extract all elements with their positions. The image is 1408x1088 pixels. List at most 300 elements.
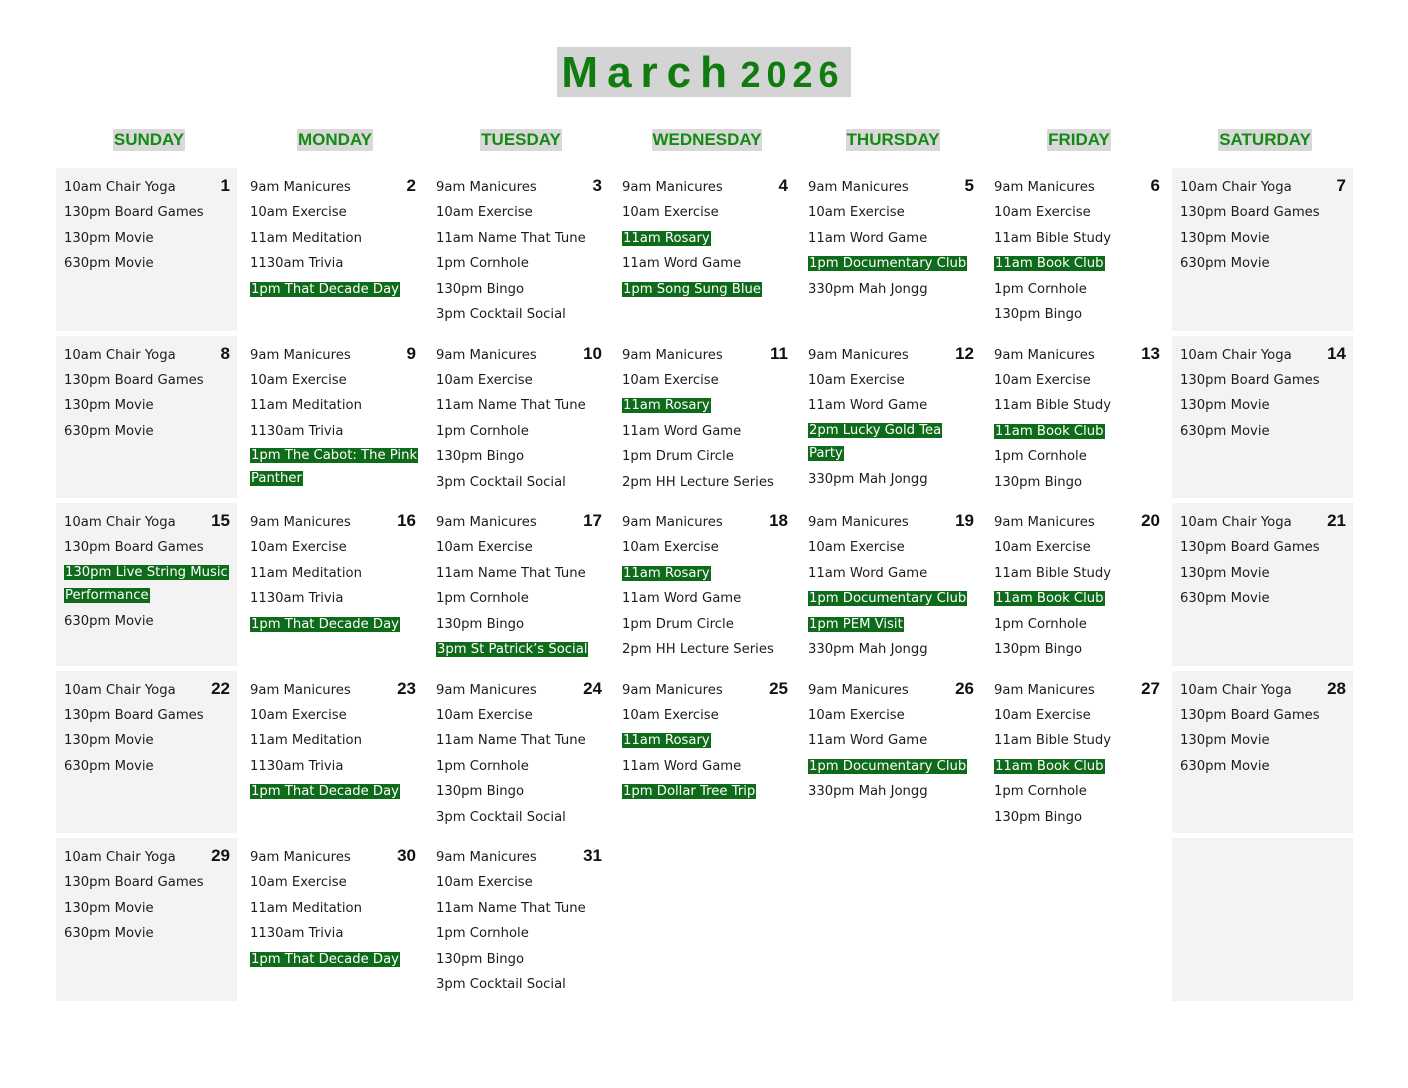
event-label: 630pm Movie — [64, 926, 154, 942]
event-item — [250, 175, 422, 200]
event-label: 11am Word Game — [808, 733, 928, 749]
event-label: 10am Exercise — [808, 707, 905, 723]
event-item — [622, 779, 794, 804]
day-cell — [428, 336, 614, 504]
event-label: 330pm Mah Jongg — [808, 642, 928, 658]
day-cell — [800, 671, 986, 839]
event-label: 130pm Movie — [1180, 565, 1270, 581]
event-label: 10am Chair Yoga — [64, 347, 176, 363]
event-item — [808, 368, 980, 393]
event-item — [994, 728, 1166, 753]
event-item — [808, 535, 980, 560]
event-item — [994, 612, 1166, 637]
highlighted-event-label: 3pm St Patrick’s Social — [437, 642, 588, 658]
event-label: 9am Manicures — [436, 682, 537, 698]
event-item — [994, 277, 1166, 302]
event-label: 10am Chair Yoga — [64, 682, 176, 698]
event-label: 2pm HH Lecture Series — [622, 642, 774, 658]
event-item — [622, 470, 794, 495]
day-number: 9 — [406, 343, 416, 363]
event-label: 10am Exercise — [436, 372, 533, 388]
event-label: 9am Manicures — [808, 515, 909, 530]
event-label: 130pm Board Games — [64, 372, 204, 388]
event-item — [436, 972, 608, 997]
title-container — [0, 47, 1408, 97]
weekday-label: SUNDAY — [113, 130, 185, 149]
event-label: 10am Chair Yoga — [1180, 515, 1292, 530]
event-item — [436, 251, 608, 276]
event-item — [808, 419, 980, 467]
event-item — [994, 779, 1166, 804]
event-label: 130pm Movie — [64, 398, 154, 414]
event-item — [994, 302, 1166, 327]
event-label: 130pm Movie — [1180, 398, 1270, 414]
event-label: 130pm Board Games — [1180, 540, 1320, 556]
event-label: 10am Exercise — [808, 540, 905, 556]
event-item — [250, 921, 422, 946]
event-item — [622, 368, 794, 393]
day-cell — [614, 503, 800, 671]
event-label: 130pm Movie — [1180, 230, 1270, 246]
event-label: 1130am Trivia — [250, 926, 344, 942]
event-item — [64, 368, 231, 393]
weekday-label: FRIDAY — [1048, 130, 1110, 149]
event-label: 130pm Board Games — [64, 540, 204, 556]
event-label: 130pm Movie — [64, 230, 154, 246]
event-item — [622, 754, 794, 779]
event-item — [250, 535, 422, 560]
event-item — [436, 728, 608, 753]
highlighted-event-label: 11am Book Club — [995, 758, 1104, 774]
event-label: 10am Exercise — [994, 372, 1091, 388]
highlighted-event-label: 1pm Dollar Tree Trip — [623, 784, 756, 800]
event-label: 130pm Bingo — [436, 784, 525, 800]
weekday-header-tuesday — [428, 129, 614, 151]
event-item — [64, 393, 231, 418]
day-number: 7 — [1336, 176, 1346, 195]
event-label: 10am Exercise — [250, 707, 347, 723]
title-month: March — [561, 48, 737, 97]
event-label: 1pm Cornhole — [436, 423, 529, 439]
event-item — [436, 779, 608, 804]
event-item — [622, 175, 794, 200]
event-label: 630pm Movie — [64, 256, 154, 272]
highlighted-event-label: 11am Book Club — [995, 423, 1104, 439]
event-label: 10am Exercise — [994, 707, 1091, 723]
event-label: 10am Exercise — [622, 707, 719, 723]
event-item — [1180, 226, 1347, 251]
event-item — [64, 754, 231, 779]
event-item — [808, 277, 980, 302]
event-label: 11am Word Game — [622, 423, 742, 439]
event-label: 10am Exercise — [436, 707, 533, 723]
event-label: 11am Word Game — [622, 591, 742, 607]
highlighted-event-label: 11am Book Club — [995, 591, 1104, 607]
event-label: 11am Meditation — [250, 565, 362, 581]
event-label: 1130am Trivia — [250, 591, 344, 607]
event-item — [64, 419, 231, 444]
event-label: 1pm Cornhole — [436, 591, 529, 607]
event-label: 130pm Board Games — [64, 205, 204, 221]
event-label: 10am Exercise — [250, 540, 347, 556]
event-label: 630pm Movie — [64, 613, 154, 629]
day-cell — [1172, 503, 1353, 666]
event-label: 1130am Trivia — [250, 256, 344, 272]
day-cell — [428, 671, 614, 839]
day-number: 27 — [1141, 678, 1160, 698]
event-label: 9am Manicures — [622, 180, 723, 195]
weekday-header-friday — [986, 129, 1172, 151]
event-label: 2pm HH Lecture Series — [622, 474, 774, 490]
event-item — [64, 870, 231, 895]
event-item — [436, 470, 608, 495]
event-label: 9am Manicures — [250, 515, 351, 530]
empty-day-cell — [800, 838, 986, 1006]
day-cell — [428, 838, 614, 1006]
day-cell — [428, 168, 614, 336]
day-number: 11 — [770, 343, 788, 363]
day-cell — [242, 168, 428, 336]
event-item — [64, 343, 231, 368]
event-item — [436, 175, 608, 200]
event-label: 630pm Movie — [64, 758, 154, 774]
event-item — [1180, 703, 1347, 728]
day-number: 26 — [955, 678, 974, 698]
event-item — [994, 470, 1166, 495]
highlighted-event-label: 1pm The Cabot: The Pink Panther — [251, 448, 418, 487]
event-item — [808, 612, 980, 637]
empty-day-cell — [614, 838, 800, 1006]
highlighted-event-label: 1pm That Decade Day — [251, 784, 399, 800]
event-item — [436, 419, 608, 444]
event-label: 1130am Trivia — [250, 758, 344, 774]
highlighted-event-label: 11am Rosary — [623, 733, 710, 749]
highlighted-event-label: 11am Rosary — [623, 398, 710, 414]
event-item — [622, 251, 794, 276]
event-item — [64, 175, 231, 200]
event-label: 130pm Bingo — [994, 809, 1083, 825]
event-item — [436, 805, 608, 830]
event-item — [622, 561, 794, 586]
event-label: 130pm Movie — [1180, 733, 1270, 749]
event-item — [436, 921, 608, 946]
event-label: 130pm Board Games — [1180, 205, 1320, 221]
event-item — [808, 703, 980, 728]
day-cell — [986, 168, 1172, 336]
weekday-header-thursday — [800, 129, 986, 151]
event-item — [622, 444, 794, 469]
event-label: 9am Manicures — [250, 180, 351, 195]
event-item — [64, 896, 231, 921]
event-label: 11am Bible Study — [994, 398, 1112, 414]
day-cell — [614, 168, 800, 336]
event-item — [64, 535, 231, 560]
event-label: 10am Exercise — [808, 372, 905, 388]
event-item — [250, 343, 422, 368]
event-label: 130pm Bingo — [994, 474, 1083, 490]
event-item — [436, 612, 608, 637]
event-label: 9am Manicures — [808, 682, 909, 698]
event-item — [64, 728, 231, 753]
day-cell — [56, 838, 237, 1001]
day-number: 28 — [1327, 678, 1346, 698]
day-cell — [56, 503, 237, 666]
event-label: 1130am Trivia — [250, 423, 344, 439]
event-item — [436, 947, 608, 972]
event-item — [64, 845, 231, 870]
event-label: 9am Manicures — [436, 180, 537, 195]
day-number: 30 — [397, 846, 416, 865]
day-number: 25 — [769, 678, 788, 698]
day-cell — [800, 503, 986, 671]
event-item — [1180, 175, 1347, 200]
event-item — [436, 368, 608, 393]
highlighted-event-label: 1pm That Decade Day — [251, 616, 399, 632]
highlighted-event-label: 2pm Lucky Gold Tea Party — [809, 422, 942, 461]
event-item — [436, 302, 608, 327]
day-number: 20 — [1141, 511, 1160, 530]
event-label: 1pm Cornhole — [436, 758, 529, 774]
event-item — [622, 703, 794, 728]
event-item — [622, 393, 794, 418]
event-item — [994, 754, 1166, 779]
day-cell — [56, 168, 237, 331]
event-item — [622, 728, 794, 753]
event-item — [250, 947, 422, 972]
event-label: 630pm Movie — [64, 423, 154, 439]
event-label: 330pm Mah Jongg — [808, 281, 928, 297]
day-number: 16 — [397, 511, 416, 530]
day-number: 17 — [583, 511, 602, 530]
event-item — [1180, 368, 1347, 393]
event-item — [436, 637, 608, 662]
event-item — [436, 226, 608, 251]
event-label: 1pm Drum Circle — [622, 449, 734, 465]
day-cell — [614, 336, 800, 504]
event-label: 11am Word Game — [808, 398, 928, 414]
event-label: 10am Chair Yoga — [1180, 180, 1292, 195]
event-label: 11am Meditation — [250, 230, 362, 246]
event-label: 1pm Cornhole — [994, 449, 1087, 465]
event-item — [808, 586, 980, 611]
event-label: 11am Word Game — [622, 256, 742, 272]
event-item — [64, 226, 231, 251]
event-item — [994, 419, 1166, 444]
day-number: 1 — [220, 176, 230, 195]
event-label: 130pm Movie — [64, 733, 154, 749]
event-label: 9am Manicures — [994, 515, 1095, 530]
event-item — [1180, 343, 1347, 368]
calendar-title — [557, 47, 850, 97]
day-cell — [1172, 671, 1353, 834]
event-label: 1pm Cornhole — [994, 281, 1087, 297]
event-label: 130pm Bingo — [994, 642, 1083, 658]
event-item — [64, 510, 231, 535]
event-item — [250, 393, 422, 418]
event-label: 9am Manicures — [622, 515, 723, 530]
event-label: 9am Manicures — [994, 682, 1095, 698]
event-label: 330pm Mah Jongg — [808, 471, 928, 487]
event-item — [250, 444, 422, 492]
event-item — [250, 368, 422, 393]
event-label: 9am Manicures — [622, 682, 723, 698]
event-label: 9am Manicures — [994, 347, 1095, 363]
highlighted-event-label: 11am Rosary — [623, 230, 710, 246]
highlighted-event-label: 1pm That Decade Day — [251, 951, 399, 967]
event-label: 630pm Movie — [1180, 256, 1270, 272]
event-label: 9am Manicures — [994, 180, 1095, 195]
event-item — [250, 896, 422, 921]
event-item — [64, 609, 231, 634]
event-item — [1180, 728, 1347, 753]
day-cell — [428, 503, 614, 671]
event-item — [622, 612, 794, 637]
event-label: 630pm Movie — [1180, 423, 1270, 439]
highlighted-event-label: 1pm Song Sung Blue — [623, 281, 761, 297]
event-label: 130pm Bingo — [994, 307, 1083, 323]
event-item — [436, 703, 608, 728]
day-cell — [800, 168, 986, 336]
event-item — [250, 779, 422, 804]
event-label: 630pm Movie — [1180, 591, 1270, 607]
event-label: 10am Exercise — [622, 540, 719, 556]
event-item — [1180, 754, 1347, 779]
event-label: 10am Exercise — [808, 205, 905, 221]
event-label: 10am Chair Yoga — [1180, 682, 1292, 698]
event-item — [994, 805, 1166, 830]
event-item — [808, 175, 980, 200]
weekday-header-sunday — [56, 129, 242, 151]
event-label: 10am Chair Yoga — [64, 850, 176, 865]
day-number: 10 — [583, 343, 602, 363]
event-label: 130pm Bingo — [436, 616, 525, 632]
event-item — [994, 586, 1166, 611]
calendar-grid — [56, 168, 1358, 1006]
day-number: 31 — [583, 846, 602, 865]
event-item — [250, 728, 422, 753]
weekday-label: TUESDAY — [481, 130, 561, 149]
event-item — [622, 343, 794, 368]
event-label: 3pm Cocktail Social — [436, 474, 566, 490]
event-item — [436, 444, 608, 469]
day-number: 6 — [1150, 176, 1160, 195]
highlighted-event-label: 11am Book Club — [995, 256, 1104, 272]
event-item — [622, 535, 794, 560]
event-item — [808, 226, 980, 251]
event-item — [808, 393, 980, 418]
event-label: 130pm Board Games — [64, 707, 204, 723]
event-item — [250, 612, 422, 637]
highlighted-event-label: 1pm Documentary Club — [809, 256, 967, 272]
event-item — [1180, 561, 1347, 586]
event-label: 10am Exercise — [622, 205, 719, 221]
weekday-header-wednesday — [614, 129, 800, 151]
event-label: 11am Name That Tune — [436, 733, 586, 749]
highlighted-event-label: 11am Rosary — [623, 565, 710, 581]
event-item — [994, 368, 1166, 393]
event-item — [436, 393, 608, 418]
event-item — [250, 251, 422, 276]
event-label: 10am Exercise — [250, 372, 347, 388]
event-label: 9am Manicures — [250, 682, 351, 698]
event-label: 11am Word Game — [808, 565, 928, 581]
day-cell — [986, 503, 1172, 671]
day-cell — [986, 671, 1172, 839]
event-label: 330pm Mah Jongg — [808, 784, 928, 800]
event-label: 11am Name That Tune — [436, 398, 586, 414]
event-item — [250, 200, 422, 225]
title-year: 2026 — [740, 54, 845, 95]
event-label: 10am Exercise — [436, 875, 533, 891]
day-number: 2 — [406, 176, 416, 195]
event-item — [994, 251, 1166, 276]
event-label: 10am Exercise — [436, 540, 533, 556]
event-label: 10am Chair Yoga — [64, 180, 176, 195]
weekday-label: SATURDAY — [1219, 130, 1311, 149]
event-label: 11am Name That Tune — [436, 565, 586, 581]
day-number: 5 — [964, 176, 974, 195]
event-item — [994, 200, 1166, 225]
event-item — [622, 586, 794, 611]
event-item — [64, 921, 231, 946]
event-label: 130pm Movie — [64, 900, 154, 916]
event-label: 11am Bible Study — [994, 733, 1112, 749]
event-label: 9am Manicures — [250, 347, 351, 363]
event-label: 10am Exercise — [250, 205, 347, 221]
event-item — [808, 637, 980, 662]
event-label: 630pm Movie — [1180, 758, 1270, 774]
event-item — [250, 754, 422, 779]
event-item — [808, 200, 980, 225]
event-item — [250, 703, 422, 728]
event-item — [994, 226, 1166, 251]
highlighted-event-label: 130pm Live String Music Performance — [65, 564, 228, 603]
day-number: 21 — [1327, 511, 1346, 530]
event-item — [436, 586, 608, 611]
day-cell — [56, 336, 237, 499]
event-label: 1pm Cornhole — [994, 784, 1087, 800]
day-number: 19 — [955, 511, 974, 530]
event-item — [622, 637, 794, 662]
event-label: 10am Exercise — [994, 540, 1091, 556]
event-item — [64, 200, 231, 225]
event-item — [994, 561, 1166, 586]
event-item — [250, 226, 422, 251]
event-label: 3pm Cocktail Social — [436, 307, 566, 323]
event-label: 1pm Cornhole — [436, 926, 529, 942]
day-cell — [242, 503, 428, 671]
day-number: 15 — [211, 511, 230, 530]
event-item — [808, 467, 980, 492]
event-label: 11am Word Game — [808, 230, 928, 246]
event-label: 9am Manicures — [436, 515, 537, 530]
event-label: 9am Manicures — [808, 180, 909, 195]
event-label: 10am Exercise — [622, 372, 719, 388]
event-item — [622, 200, 794, 225]
day-number: 18 — [769, 511, 788, 530]
day-number: 29 — [211, 846, 230, 865]
event-label: 130pm Bingo — [436, 449, 525, 465]
event-item — [436, 870, 608, 895]
event-item — [436, 535, 608, 560]
event-item — [808, 779, 980, 804]
event-item — [64, 251, 231, 276]
event-label: 11am Bible Study — [994, 230, 1112, 246]
event-label: 9am Manicures — [622, 347, 723, 363]
event-item — [1180, 419, 1347, 444]
event-label: 10am Chair Yoga — [1180, 347, 1292, 363]
event-label: 11am Bible Study — [994, 565, 1112, 581]
